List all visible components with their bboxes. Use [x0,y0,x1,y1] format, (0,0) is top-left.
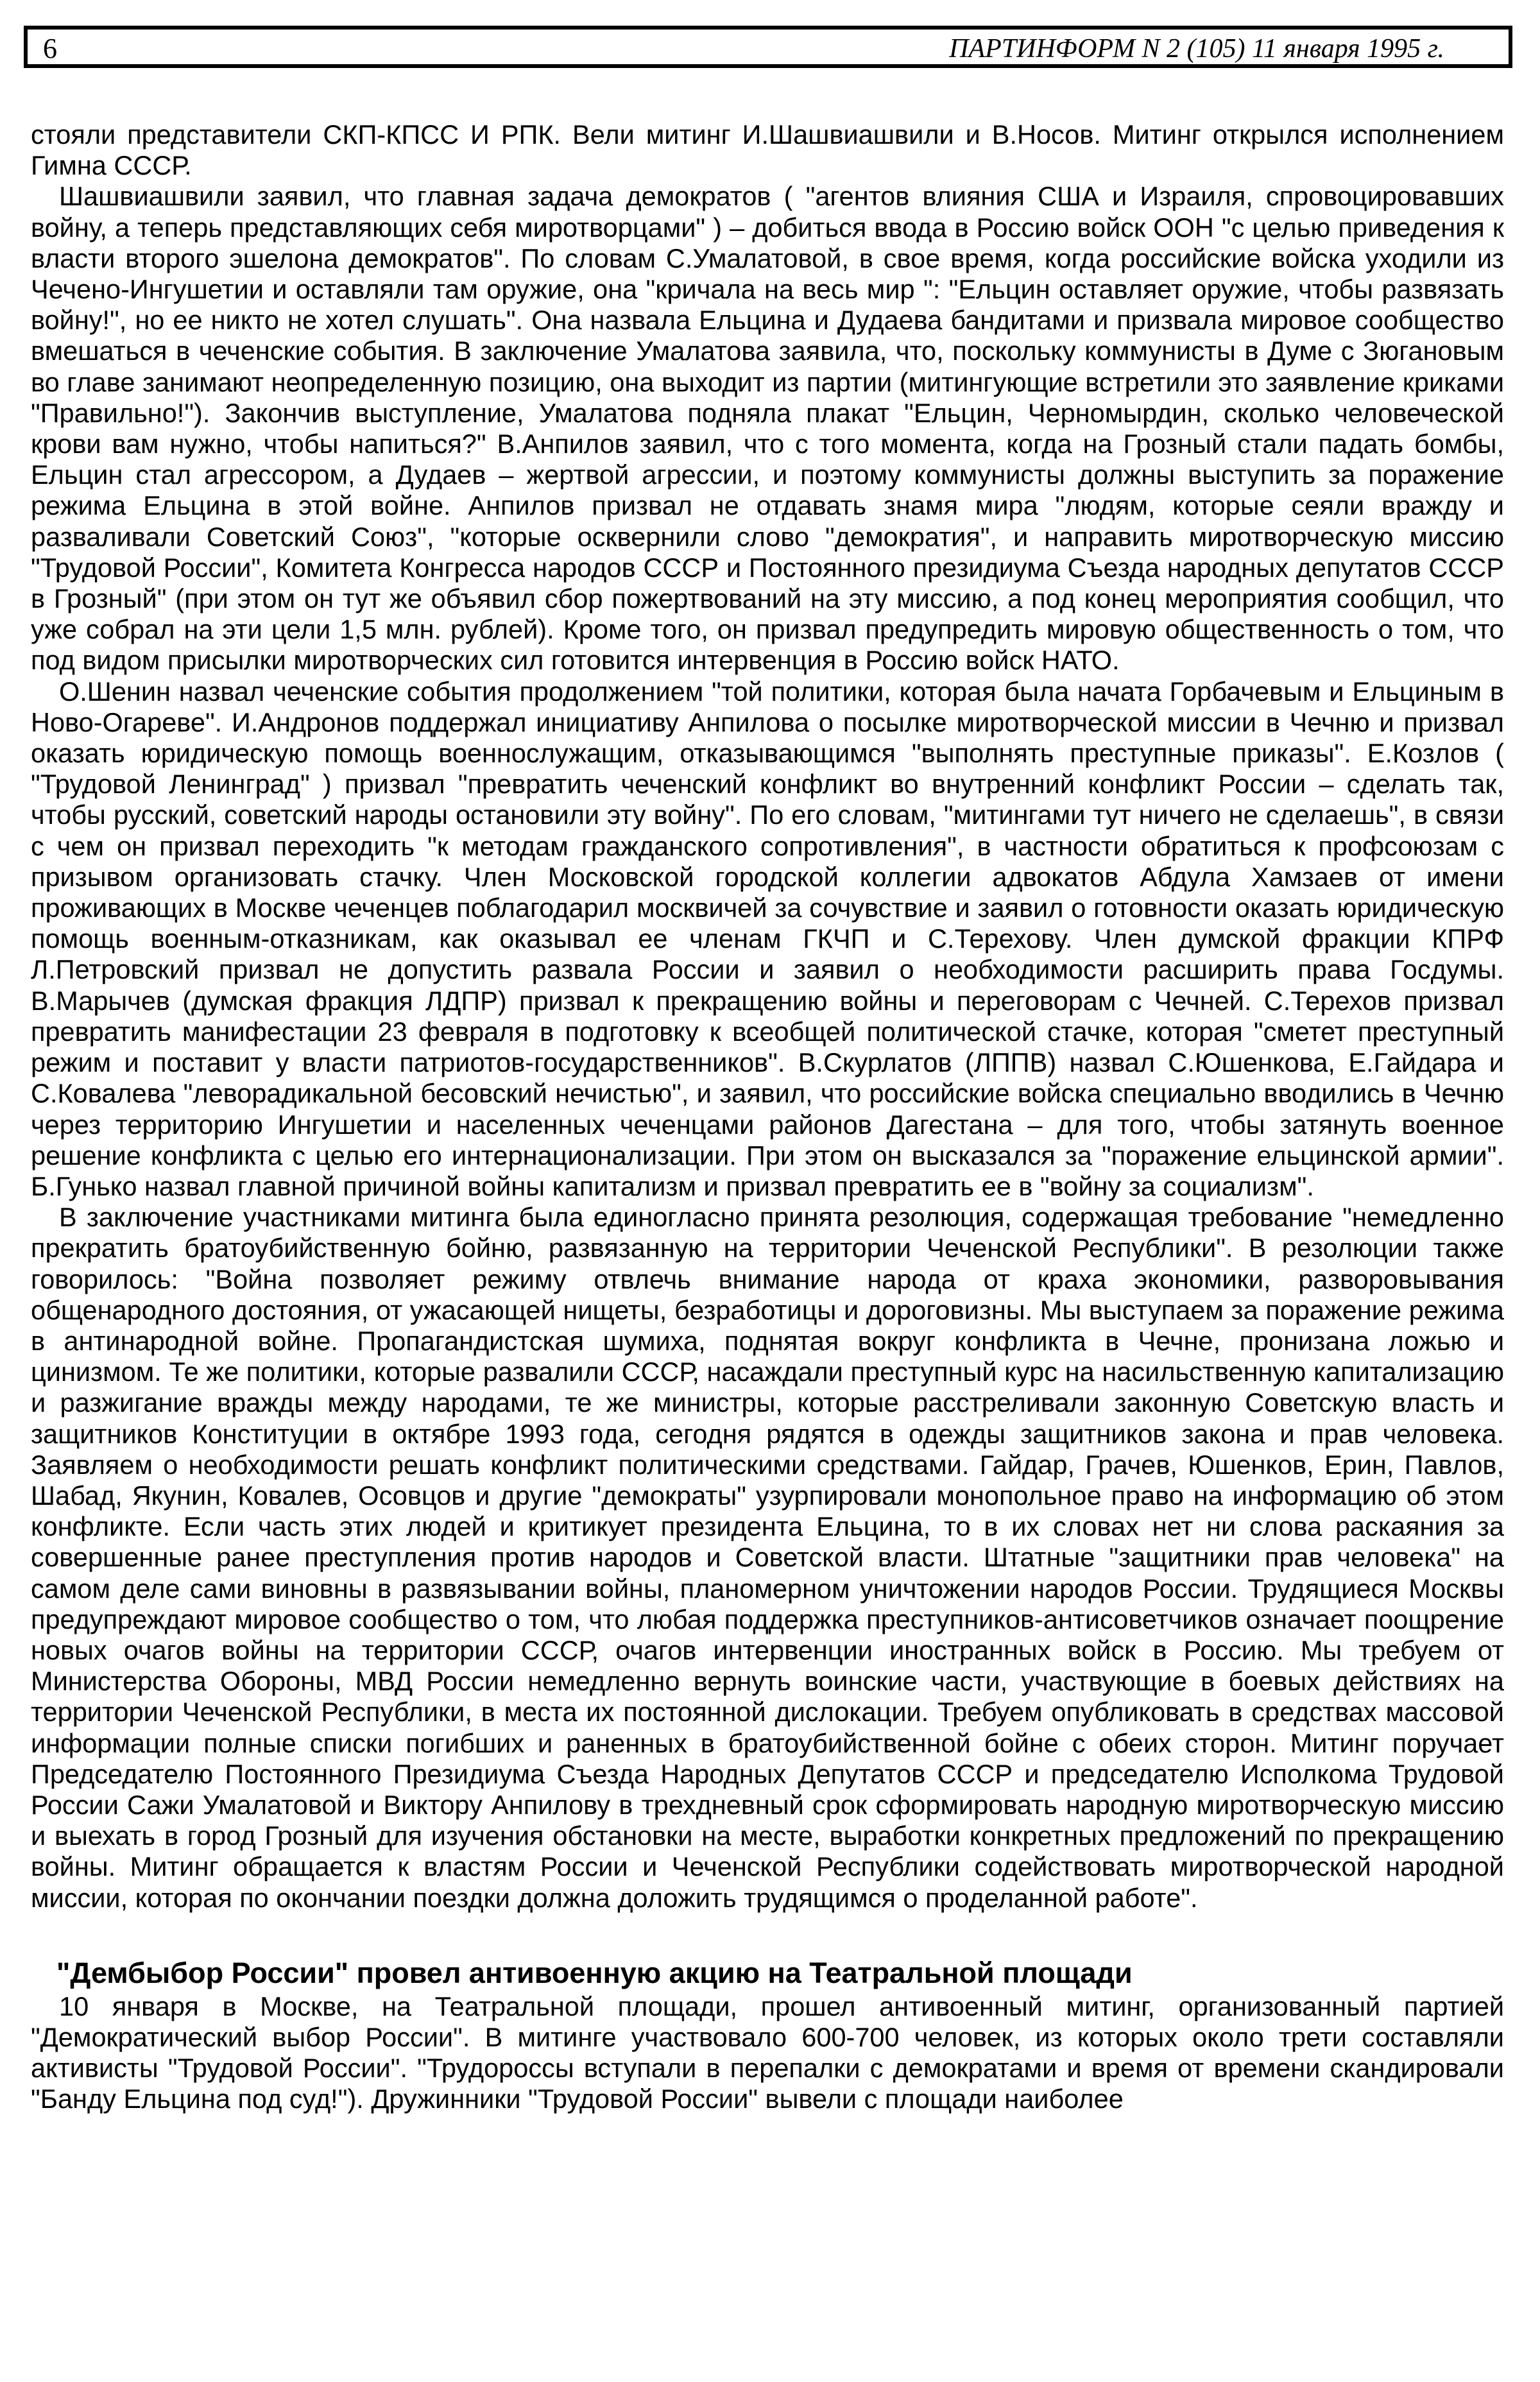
article-paragraph: стояли представители СКП-КПСС И РПК. Вели митинг И.Шашвиашвили и В.Носов. Митинг открылся исполнением Гимна СССР. [31,119,1504,181]
page-number: 6 [43,33,57,64]
article-paragraph: 10 января в Москве, на Театральной площади, прошел антивоенный митинг, организованный партией "Демократический выбор России". В митинге участвовало 600-700 человек, из которых около трети составляли активисты "Трудовой России". "Трудороссы вступали в перепалки с демократами и время от времени скандировали "Банду Ельцина под суд!"). Дружинники "Трудовой России" вывели с площади наиболее [31,1991,1504,2114]
article-paragraph: О.Шенин назвал чеченские события продолжением "той политики, которая была начата Горбачевым и Ельциным в Ново-Огареве". И.Андронов поддержал инициативу Анпилова о посылке миротворческой миссии в Чечню и призвал оказать юридическую помощь военнослужащим, отказывающимся "выполнять преступные приказы". Е.Козлов ( "Трудовой Ленинград" ) призвал "превратить чеченский конфликт во внутренний конфликт России – сделать так, чтобы русский, советский народы остановили эту войну". По его словам, "митингами тут ничего не сделаешь", в связи с чем он призвал переходить "к методам гражданского сопротивления", в частности обратиться к профсоюзам с призывом организовать стачку. Член Московской городской коллегии адвокатов Абдула Хамзаев от имени проживающих в Москве чеченцев поблагодарил москвичей за сочувствие и заявил о готовности оказать юридическую помощь военным-отказникам, как оказывал ее членам ГКЧП и С.Терехову. Член думской фракции КПРФ Л.Петровский призвал не допустить развала России и заявил о необходимости расширить права Госдумы. В.Марычев (думская фракция ЛДПР) призвал к прекращению войны и переговорам с Чечней. С.Терехов призвал превратить манифестации 23 февраля в подготовку к всеобщей политической стачке, которая "сметет преступный режим и поставит у власти патриотов-государственников". В.Скурлатов (ЛППВ) назвал С.Юшенкова, Е.Гайдара и С.Ковалева "леворадикальной бесовский нечистью", и заявил, что российские войска специально вводились в Чечню через территорию Ингушетии и населенных чеченцами районов Дагестана – для того, чтобы затянуть военное решение конфликта с целью его интернационализации. При этом он высказался за "поражение ельцинской армии". Б.Гунько назвал главной причиной войны капитализм и призвал превратить ее в "войну за социализм". [31,676,1504,1201]
masthead: ПАРТИНФОРМ N 2 (105) 11 января 1995 г. [949,34,1444,64]
article-paragraph: В заключение участниками митинга была единогласно принята резолюция, содержащая требование "немедленно прекратить братоубийственную бойню, развязанную на территории Чеченской Республики". В резолюции также говорилось: "Война позволяет режиму отвлечь внимание народа от краха экономики, разворовывания общенародного достояния, от ужасающей нищеты, безработицы и дороговизны. Мы выступаем за поражение режима в антинародной войне. Пропагандистская шумиха, поднятая вокруг конфликта в Чечне, пронизана ложью и цинизмом. Те же политики, которые развалили СССР, насаждали преступный курс на насильственную капитализацию и разжигание вражды между народами, те же министры, которые расстреливали законную Советскую власть и защитников Конституции в октябре 1993 года, сегодня рядятся в одежды защитников закона и прав человека. Заявляем о необходимости решать конфликт политическими средствами. Гайдар, Грачев, Юшенков, Ерин, Павлов, Шабад, Якунин, Ковалев, Осовцов и другие "демократы" узурпировали монопольное право на информацию об этом конфликте. Если часть этих людей и критикует президента Ельцина, то в их словах нет ни слова раскаяния за совершенные ранее преступления против народов и Советской власти. Штатные "защитники прав человека" на самом деле сами виновны в развязывании войны, планомерном уничтожении народов России. Трудящиеся Москвы предупреждают мировое сообщество о том, что любая поддержка преступников-антисоветчиков означает поощрение новых очагов войны на территории СССР, очагов интервенции иностранных войск в Россию. Мы требуем от Министерства Обороны, МВД России немедленно вернуть воинские части, участвующие в боевых действиях на территории Чеченской Республики, в места их постоянной дислокации. Требуем опубликовать в средствах массовой информации полные списки погибших и раненных в братоубийственной бойне с обеих сторон. Митинг поручает Председателю Постоянного Президиума Съезда Народных Депутатов СССР и председателю Исполкома Трудовой России Сажи Умалатовой и Виктору Анпилову в трехдневный срок сформировать народную миротворческую миссию и выехать в город Грозный для изучения обстановки на месте, выработки конкретных предложений по прекращению войны. Митинг обращается к властям России и Чеченской Республики содействовать миротворческой народной миссии, которая по окончании поездки должна доложить трудящимся о проделанной работе". [31,1202,1504,1913]
page-header [24,26,1512,68]
article-paragraph: Шашвиашвили заявил, что главная задача демократов ( "агентов влияния США и Израиля, спровоцировавших войну, а теперь представляющих себя миротворцами" ) – добиться ввода в Россию войск ООН "с целью приведения к власти второго эшелона демократов". По словам С.Умалатовой, в свое время, когда российские войска уходили из Чечено-Ингушетии и оставляли там оружие, она "кричала на весь мир ": "Ельцин оставляет оружие, чтобы развязать войну!", но ее никто не хотел слушать". Она назвала Ельцина и Дудаева бандитами и призвала мировое сообщество вмешаться в чеченские события. В заключение Умалатова заявила, что, поскольку коммунисты в Думе с Зюгановым во главе занимают неопределенную позицию, она выходит из партии (митингующие встретили это заявление криками "Правильно!"). Закончив выступление, Умалатова подняла плакат "Ельцин, Черномырдин, сколько человеческой крови вам нужно, чтобы напиться?" В.Анпилов заявил, что с того момента, когда на Грозный стали падать бомбы, Ельцин стал агрессором, а Дудаев – жертвой агрессии, и поэтому коммунисты должны выступить за поражение режима Ельцина в этой войне. Анпилов призвал не отдавать знамя мира "людям, которые сеяли вражду и разваливали Советский Союз", "которые осквернили слово "демократия", и направить миротворческую миссию "Трудовой России", Комитета Конгресса народов СССР и Постоянного президиума Съезда народных депутатов СССР в Грозный" (при этом он тут же объявил сбор пожертвований на эту миссию, а под конец мероприятия сообщил, что уже собрал на эти цели 1,5 млн. рублей). Кроме того, он призвал предупредить мировую общественность о том, что под видом присылки миротворческих сил готовится интервенция в Россию войск НАТО. [31,181,1504,676]
article-headline: "Дембыбор России" провел антивоенную акцию на Театральной площади [56,1956,1133,1989]
page-content [31,119,1504,2115]
